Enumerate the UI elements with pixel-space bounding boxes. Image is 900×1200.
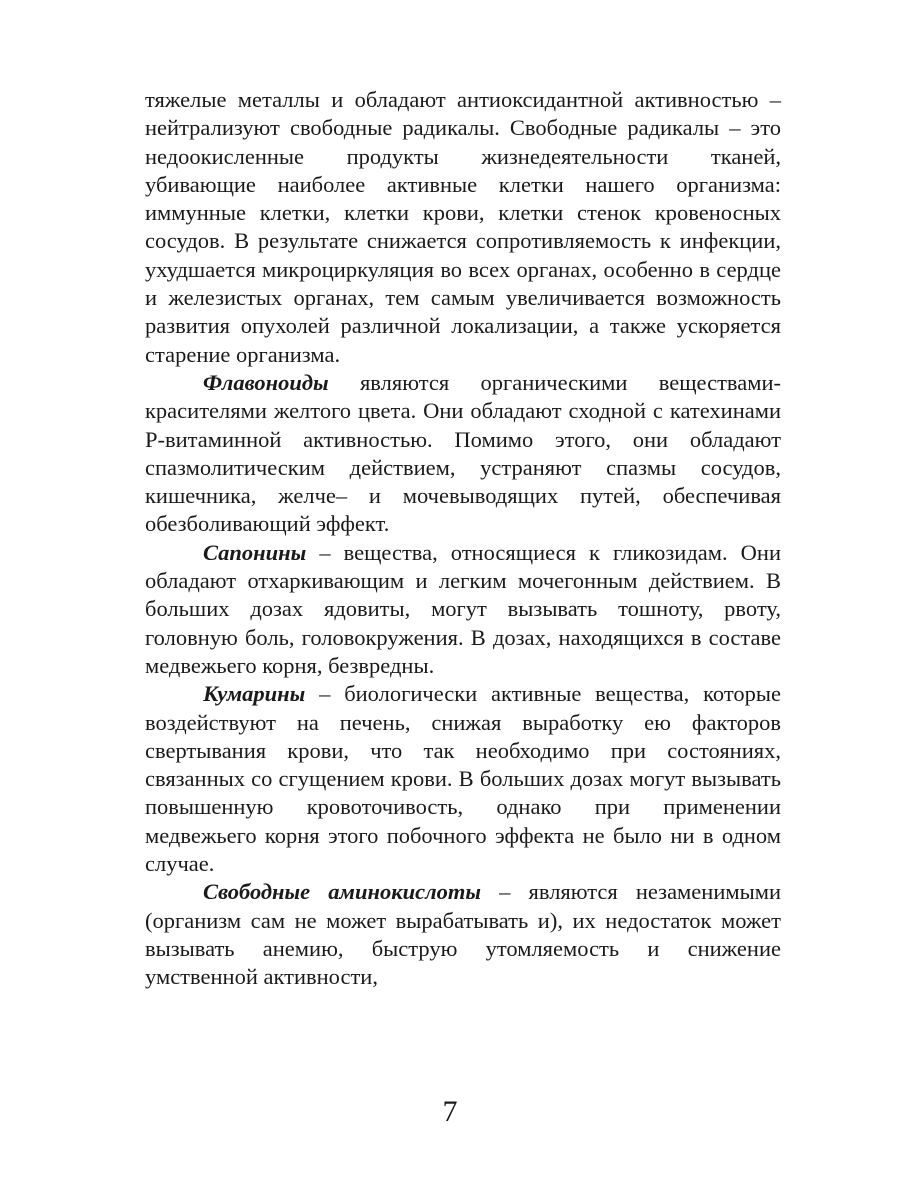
page-body	[145, 86, 781, 992]
paragraph-saponins	[145, 539, 781, 680]
term-saponins: Сапонины	[203, 539, 307, 565]
paragraph-flavonoids	[145, 369, 781, 539]
paragraph-text: – являются незаменимыми (организм сам не может вырабатывать и), их недостаток может вызывать анемию, быструю утомляемость и снижение умственной активности,	[145, 879, 781, 990]
paragraph-text: – вещества, относящиеся к гликозидам. Они обладают отхаркивающим и легким мочегонным действием. В больших дозах ядовиты, могут вызывать тошноту, рвоту, головную боль, головокружения. В дозах, находящихся в составе медвежьего корня, безвредны.	[145, 539, 781, 678]
paragraph-text: тяжелые металлы и обладают антиоксидантной активностью – нейтрализуют свободные радикалы. Свободные радикалы – это недоокисленные продукты жизнедеятельности тканей, убивающие наиболее активные клетки нашего организма: иммунные клетки, клетки крови, клетки стенок кровеносных сосудов. В результате снижается сопротивляемость к инфекции, ухудшается микроциркуляция во всех органах, особенно в сердце и железистых органах, тем самым увеличивается возможность развития опухолей различной локализации, а также ускоряется старение организма.	[145, 87, 781, 367]
paragraph-text: являются органическими веществами-красителями желтого цвета. Они обладают сходной с катехинами Р-витаминной активностью. Помимо этого, они обладают спазмолитическим действием, устраняют спазмы сосудов, кишечника, желче– и мочевыводящих путей, обеспечивая обезболивающий эффект.	[145, 369, 781, 537]
paragraph-radicals	[145, 86, 781, 369]
page-number: 7	[442, 1095, 458, 1128]
paragraph-coumarins	[145, 680, 781, 878]
paragraph-amino-acids	[145, 878, 781, 991]
paragraph-text: – биологически активные вещества, которые воздействуют на печень, снижая выработку ею факторов свертывания крови, что так необходимо при состояниях, связанных со сгущением крови. В больших дозах могут вызывать повышенную кровоточивость, однако при применении медвежьего корня этого побочного эффекта не было ни в одном случае.	[145, 681, 781, 877]
term-coumarins: Кумарины	[203, 681, 306, 707]
term-flavonoids: Флавоноиды	[203, 369, 329, 395]
term-amino-acids: Свободные аминокислоты	[203, 879, 482, 905]
